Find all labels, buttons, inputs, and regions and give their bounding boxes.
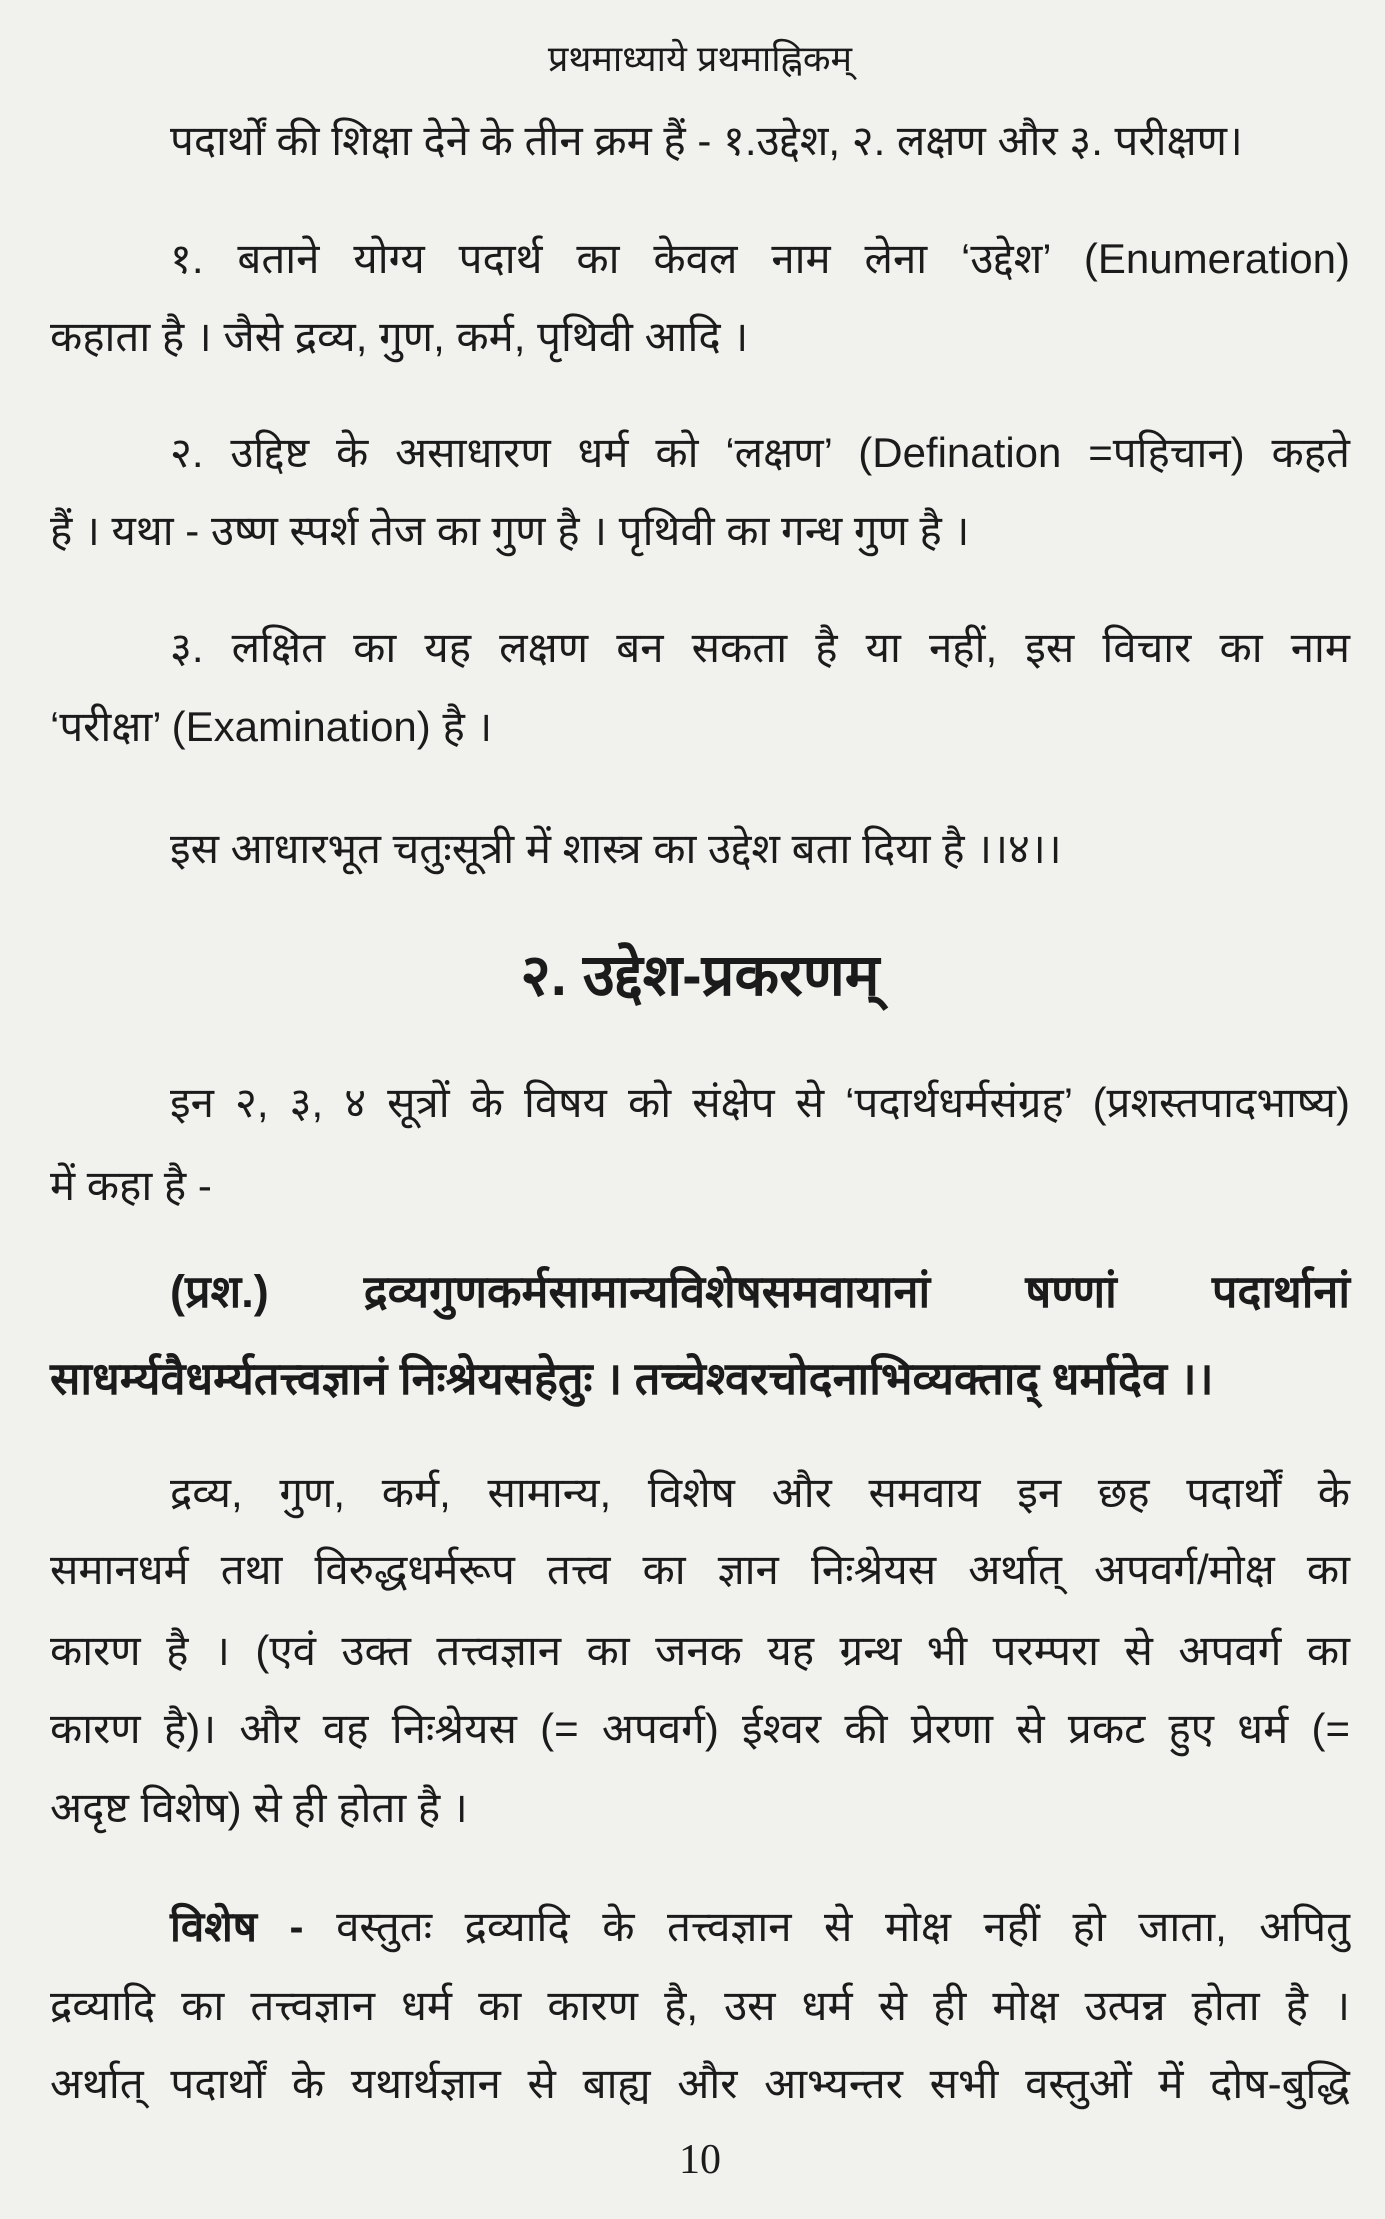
paragraph-line: कहाता है । जैसे द्रव्य, गुण, कर्म, पृथिवी आदि ।: [50, 313, 749, 360]
paragraph-line: कारण है । (एवं उक्त तत्त्वज्ञान का जनक यह ग्रन्थ भी परम्परा से अपवर्ग का: [50, 1627, 1350, 1674]
quote-line: साधर्म्यवैधर्म्यतत्त्वज्ञानं निःश्रेयसहेतुः । तच्चेश्वरचोदनाभिव्यक्ताद् धर्मादेव ।।: [50, 1353, 1214, 1404]
paragraph-line: इन २, ३, ४ सूत्रों के विषय को संक्षेप से ‘पदार्थधर्मसंग्रह’ (प्रशस्तपादभाष्य): [170, 1079, 1350, 1126]
quote-line: (प्रश.) द्रव्यगुणकर्मसामान्यविशेषसमवायानां षण्णां पदार्थानां: [170, 1266, 1350, 1317]
note-label: विशेष -: [170, 1903, 304, 1950]
paragraph-line: १. बताने योग्य पदार्थ का केवल नाम लेना ‘उद्देश’ (Enumeration): [170, 235, 1350, 282]
paragraph-line: समानधर्म तथा विरुद्धधर्मरूप तत्त्व का ज्ञान निःश्रेयस अर्थात् अपवर्ग/मोक्ष का: [50, 1546, 1350, 1593]
paragraph-line: द्रव्य, गुण, कर्म, सामान्य, विशेष और समवाय इन छह पदार्थों के: [170, 1469, 1350, 1516]
running-header: प्रथमाध्याये प्रथमाह्निकम्: [547, 38, 853, 79]
intro-line: पदार्थों की शिक्षा देने के तीन क्रम हैं - १.उद्देश, २. लक्षण और ३. परीक्षण।: [170, 117, 1243, 164]
section-heading: २. उद्देश-प्रकरणम्: [520, 943, 880, 1008]
summary-line: इस आधारभूत चतुःसूत्री में शास्त्र का उद्देश बता दिया है ।।४।।: [170, 825, 1062, 872]
note-line: [170, 1897, 1350, 1957]
note-line: द्रव्यादि का तत्त्वज्ञान धर्म का कारण है, उस धर्म से ही मोक्ष उत्पन्न होता है ।: [50, 1982, 1350, 2029]
page-number: 10: [679, 2137, 721, 2183]
note-line: अर्थात् पदार्थों के यथार्थज्ञान से बाह्य और आभ्यन्तर सभी वस्तुओं में दोष-बुद्धि: [50, 2060, 1350, 2107]
paragraph-line: कारण है)। और वह निःश्रेयस (= अपवर्ग) ईश्वर की प्रेरणा से प्रकट हुए धर्म (=: [50, 1705, 1350, 1752]
paragraph-line: ३. लक्षित का यह लक्षण बन सकता है या नहीं, इस विचार का नाम: [170, 624, 1350, 671]
paragraph-line: में कहा है -: [50, 1162, 212, 1209]
note-text: वस्तुतः द्रव्यादि के तत्त्वज्ञान से मोक्ष नहीं हो जाता, अपितु: [336, 1903, 1350, 1950]
paragraph-line: ‘परीक्षा’ (Examination) है ।: [50, 703, 493, 750]
paragraph-line: २. उद्दिष्ट के असाधारण धर्म को ‘लक्षण’ (Defination =पहिचान) कहते: [170, 429, 1350, 476]
paragraph-line: अदृष्ट विशेष) से ही होता है ।: [50, 1784, 468, 1831]
paragraph-line: हैं । यथा - उष्ण स्पर्श तेज का गुण है । पृथिवी का गन्ध गुण है ।: [50, 507, 970, 554]
